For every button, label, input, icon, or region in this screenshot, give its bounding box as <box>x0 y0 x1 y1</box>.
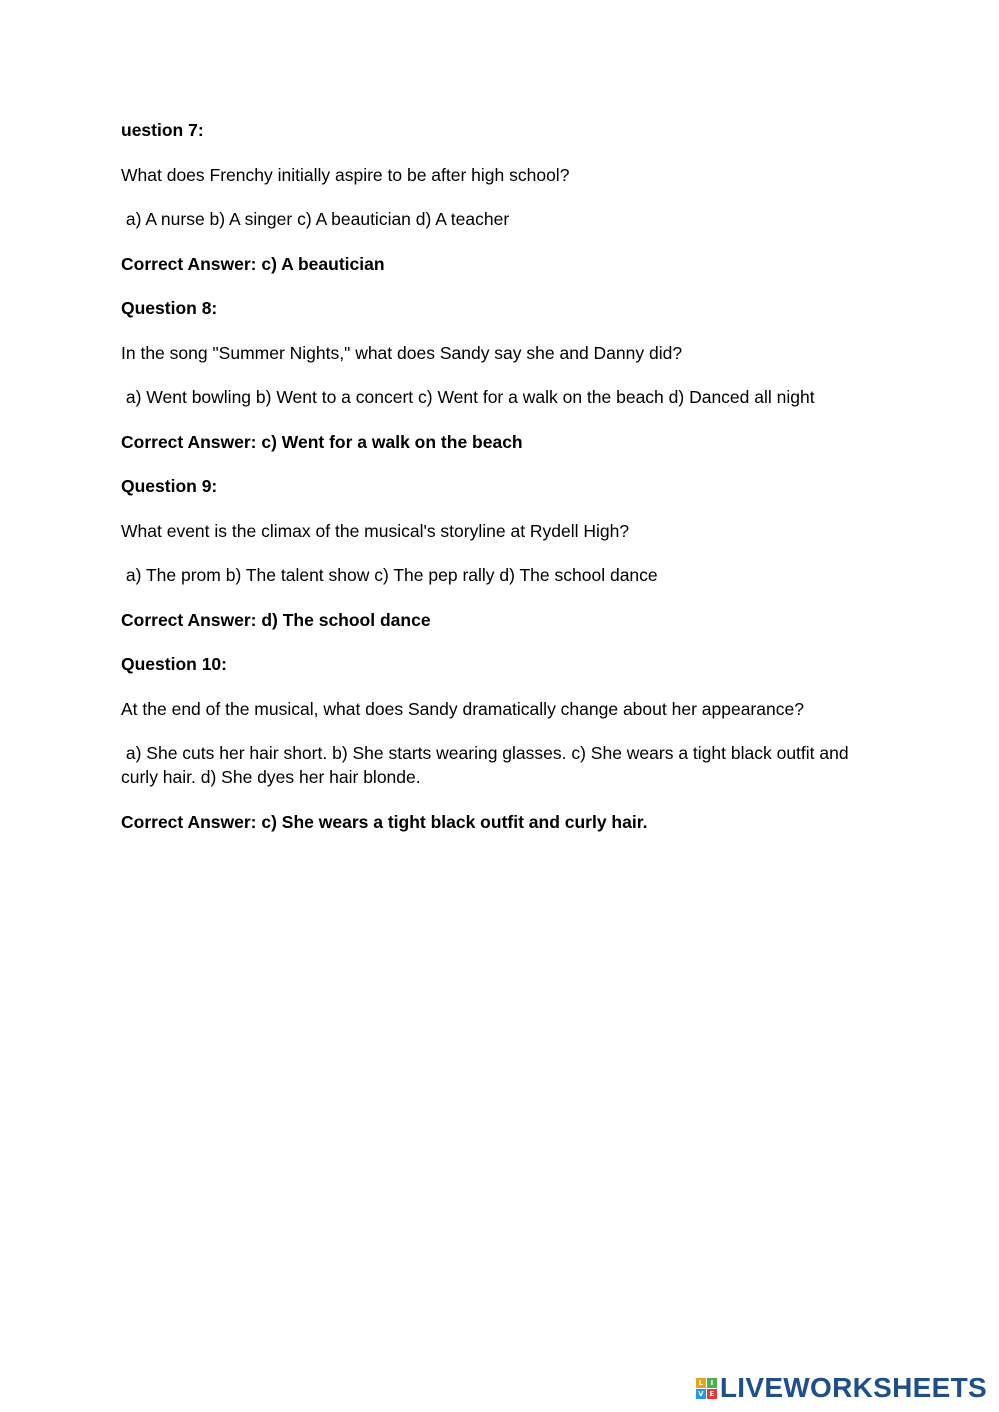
liveworksheets-logo-text: LIVEWORKSHEETS <box>719 1372 987 1403</box>
liveworksheets-logo <box>696 1372 987 1404</box>
question-7-answer: Correct Answer: c) A beautician <box>121 253 385 274</box>
logo-mark-letter: I <box>707 1378 717 1388</box>
question-8-options: a) Went bowling b) Went to a concert c) Went for a walk on the beach d) Danced all night <box>121 387 815 407</box>
question-7-heading: uestion 7: <box>121 120 204 140</box>
question-7-options: a) A nurse b) A singer c) A beautician d) A teacher <box>121 209 510 229</box>
question-10-answer: Correct Answer: c) She wears a tight black outfit and curly hair. <box>121 811 648 832</box>
question-8-text: In the song "Summer Nights," what does Sandy say she and Danny did? <box>121 342 683 363</box>
worksheet-content <box>121 118 861 854</box>
question-10-text: At the end of the musical, what does Sandy dramatically change about her appearance? <box>121 698 804 719</box>
question-8-answer: Correct Answer: c) Went for a walk on the beach <box>121 431 523 452</box>
question-10-options: a) She cuts her hair short. b) She starts wearing glasses. c) She wears a tight black outfit and curly hair. d) She dyes her hair blonde. <box>121 743 854 787</box>
question-9-heading: Question 9: <box>121 476 218 496</box>
question-8-heading: Question 8: <box>121 298 218 318</box>
liveworksheets-logo-icon <box>696 1378 717 1399</box>
logo-mark-letter: V <box>696 1389 706 1399</box>
logo-mark-letter: E <box>707 1389 717 1399</box>
question-9-text: What event is the climax of the musical's storyline at Rydell High? <box>121 520 630 541</box>
question-9-options: a) The prom b) The talent show c) The pep rally d) The school dance <box>121 565 658 585</box>
question-9-answer: Correct Answer: d) The school dance <box>121 609 431 630</box>
question-7-text: What does Frenchy initially aspire to be after high school? <box>121 164 570 185</box>
question-10-heading: Question 10: <box>121 654 227 674</box>
logo-mark-letter: L <box>696 1378 706 1388</box>
